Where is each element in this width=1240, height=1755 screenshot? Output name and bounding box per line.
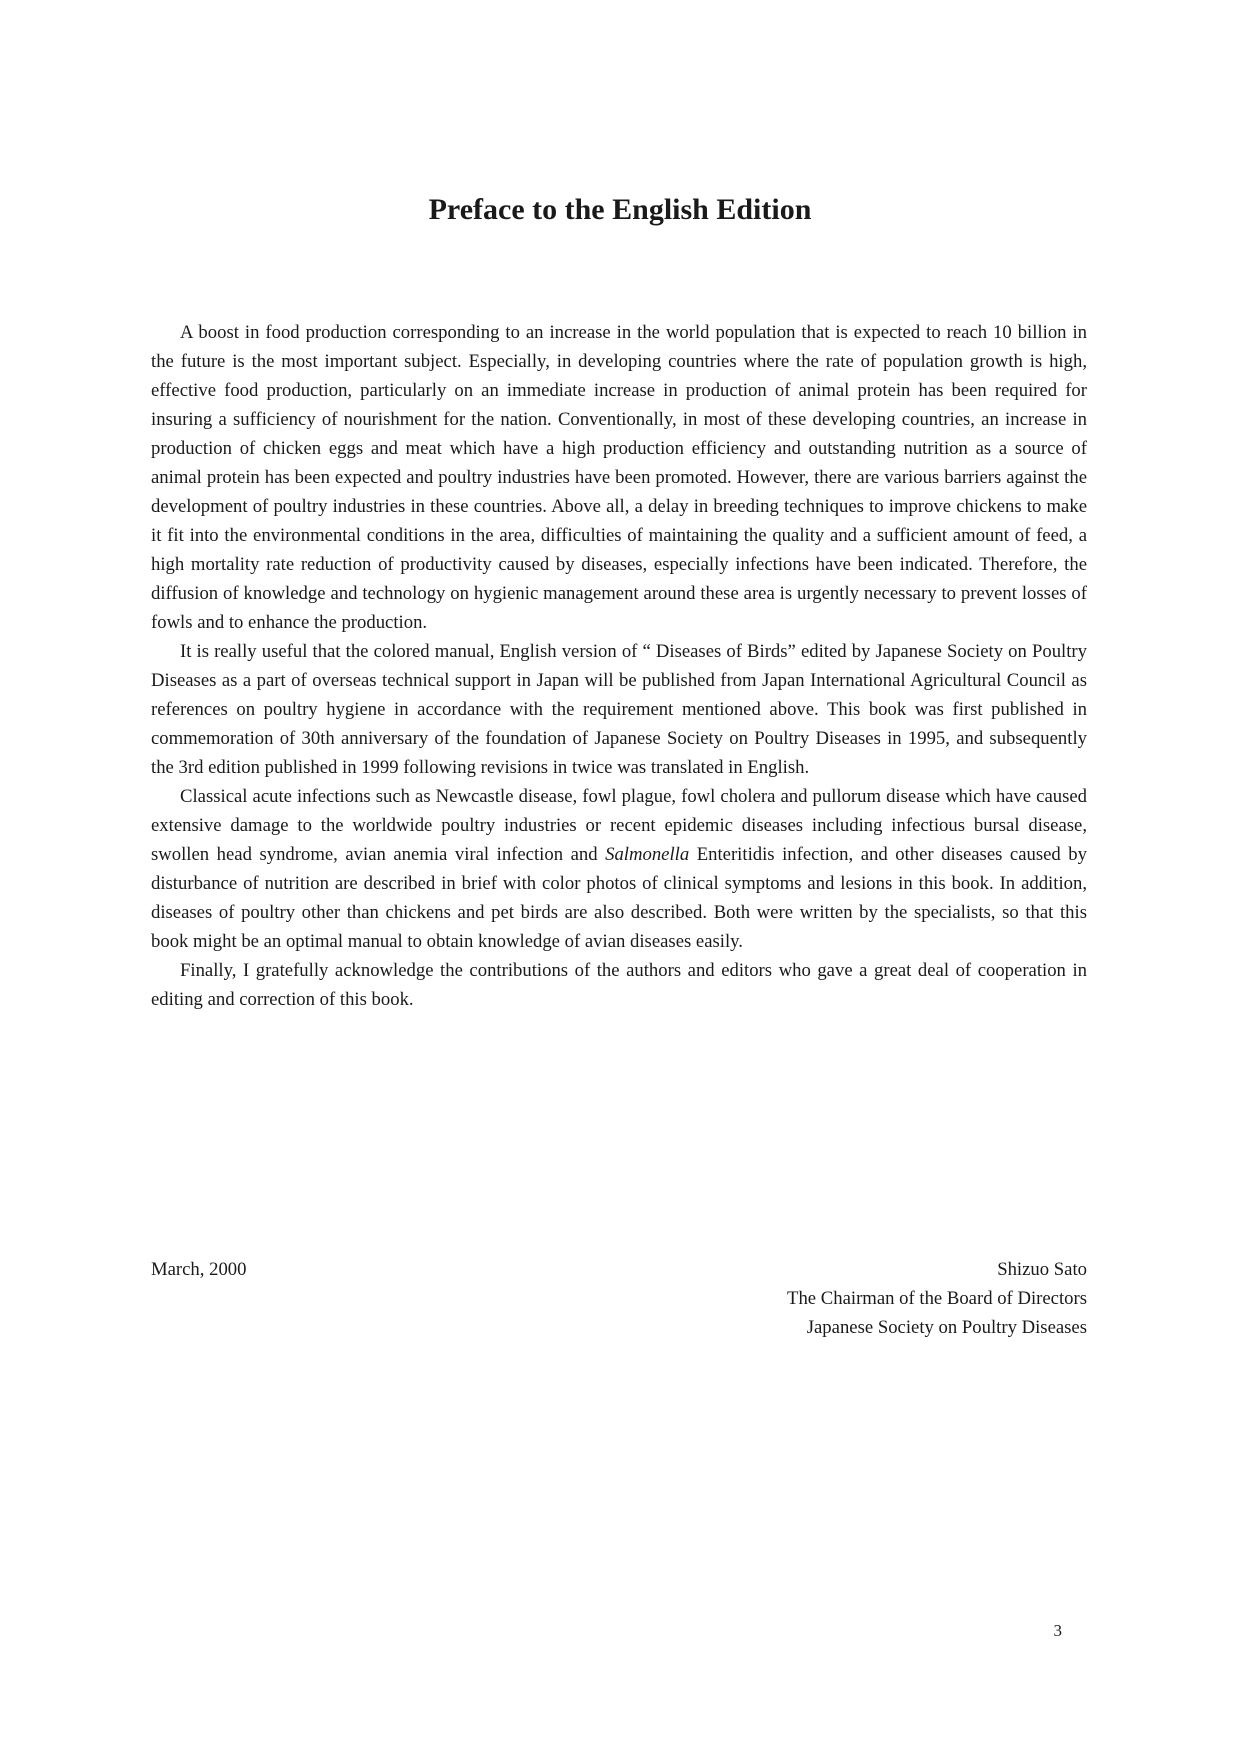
signatory-organization: Japanese Society on Poultry Diseases — [806, 1317, 1087, 1338]
preface-body — [151, 318, 1087, 1014]
paragraph-4: Finally, I gratefully acknowledge the contributions of the authors and editors who gave a great deal of cooperation in editing and correction of this book. — [151, 960, 1087, 1010]
page-number: 3 — [1053, 1621, 1062, 1640]
paragraph-3-part-2: Enteritidis infection, and other diseases caused by disturbance of nutrition are described in brief with color photos of clinical symptoms and lesions in this book. In addition, diseases of poultry other than chickens and pet birds are also described. Both were written by the specialists, so that this book might be an optimal manual to obtain knowledge of avian diseases easily. — [151, 844, 1087, 952]
paragraph-3-part-1: Classical acute infections such as Newcastle disease, fowl plague, fowl cholera and pullorum disease which have caused extensive damage to the worldwide poultry industries or recent epidemic diseases including infectious bursal disease, swollen head syndrome, avian anemia viral infection and — [151, 786, 1087, 865]
signatory-name: Shizuo Sato — [997, 1259, 1087, 1280]
signatory-position: The Chairman of the Board of Directors — [787, 1288, 1087, 1309]
species-name-italic: Salmonella — [605, 844, 690, 865]
paragraph-2: It is really useful that the colored manual, English version of “ Diseases of Birds” edited by Japanese Society on Poultry Diseases as a part of overseas technical support in Japan will be published from Japan International Agricultural Council as references on poultry hygiene in accordance with the requirement mentioned above. This book was first published in commemoration of 30th anniversary of the foundation of Japanese Society on Poultry Diseases in 1995, and subsequently the 3rd edition published in 1999 following revisions in twice was translated in English. — [151, 641, 1087, 778]
paragraph-3 — [151, 782, 1087, 956]
preface-date: March, 2000 — [151, 1259, 247, 1280]
page-title: Preface to the English Edition — [428, 193, 812, 226]
signature-block — [787, 1255, 1087, 1342]
paragraph-1: A boost in food production corresponding to an increase in the world population that is expected to reach 10 billion in the future is the most important subject. Especially, in developing countries where the rate of population growth is high, effective food production, particularly on an immediate increase in production of animal protein has been required for insuring a sufficiency of nourishment for the nation. Conventionally, in most of these developing countries, an increase in production of chicken eggs and meat which have a high production efficiency and outstanding nutrition as a source of animal protein has been expected and poultry industries have been promoted. However, there are various barriers against the development of poultry industries in these countries. Above all, a delay in breeding techniques to improve chickens to make it fit into the environmental conditions in the area, difficulties of maintaining the quality and a sufficient amount of feed, a high mortality rate reduction of productivity caused by diseases, especially infections have been indicated. Therefore, the diffusion of knowledge and technology on hygienic management around these area is urgently necessary to prevent losses of fowls and to enhance the production. — [151, 322, 1087, 633]
